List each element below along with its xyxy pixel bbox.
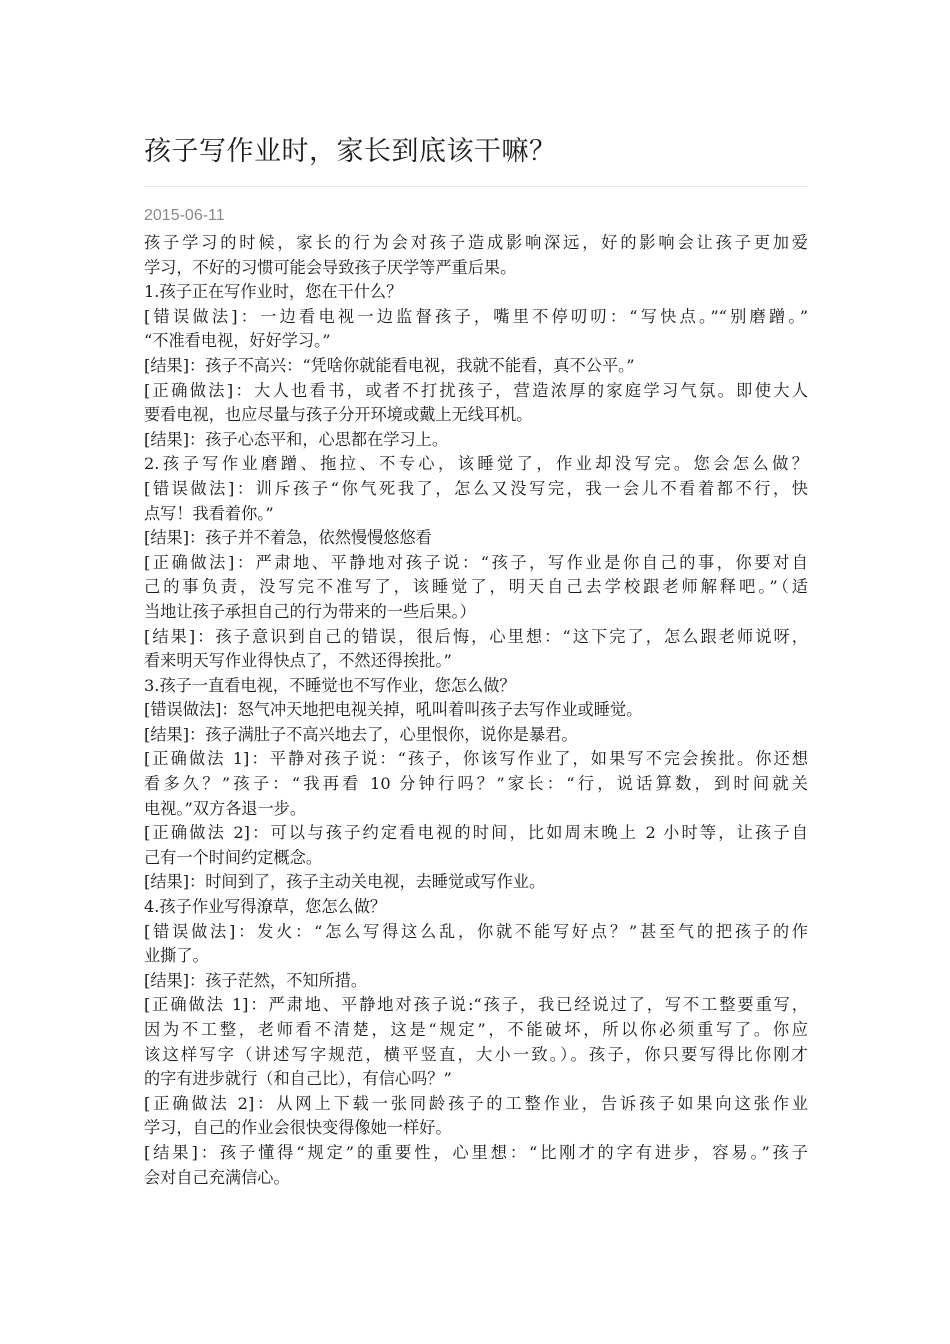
body-line: 业撕了。	[144, 946, 209, 966]
body-line: [正确做法 2]：可以与孩子约定看电视的时间，比如周末晚上 2 小时等，让孩子自	[144, 823, 808, 843]
body-line: [结果]：孩子意识到自己的错误，很后悔，心里想：“这下完了，怎么跟老师说呀，	[144, 626, 808, 646]
body-line: 学习，不好的习惯可能会导致孩子厌学等严重后果。	[144, 257, 517, 277]
body-line: [错误做法]：一边看电视一边监督孩子，嘴里不停叨叨：“写快点。”“别磨蹭。”	[144, 306, 808, 326]
body-line: [结果]：孩子并不着急，依然慢慢悠悠看	[144, 528, 432, 548]
body-line: 1.孩子正在写作业时，您在干什么？	[144, 282, 403, 302]
body-line: 4.孩子作业写得潦草，您怎么做？	[144, 897, 387, 917]
body-line: 因为不工整，老师看不清楚，这是“规定”，不能破坏，所以你必须重写了。你应	[144, 1020, 808, 1039]
body-line: [错误做法]：训斥孩子“你气死我了，怎么又没写完，我一会儿不看着都不行，快	[144, 478, 808, 498]
body-line: 的字有进步就行（和自己比），有信心吗？”	[144, 1069, 452, 1089]
body-line: 当地让孩子承担自己的行为带来的一些后果。）	[144, 601, 476, 621]
body-line: [结果]：孩子满肚子不高兴地去了，心里恨你，说你是暴君。	[144, 724, 578, 744]
body-line: [正确做法 1]：严肃地、平静地对孩子说:“孩子，我已经说过了，写不工整要重写，	[144, 995, 808, 1015]
body-line: 孩子学习的时候，家长的行为会对孩子造成影响深远，好的影响会让孩子更加爱	[144, 233, 808, 252]
body-line: 学习，自己的作业会很快变得像她一样好。	[144, 1118, 452, 1138]
publish-date: 2015-06-11	[144, 207, 225, 224]
body-line: 要看电视，也应尽量与孩子分开环境或戴上无线耳机。	[144, 405, 533, 425]
body-line: [结果]：孩子懂得“规定”的重要性，心里想：“比刚才的字有进步，容易。”孩子	[144, 1142, 808, 1162]
body-line: [正确做法]：大人也看书，或者不打扰孩子，营造浓厚的家庭学习气氛。即使大人	[144, 380, 808, 400]
body-line: 点写！我看着你。”	[144, 503, 274, 523]
body-line: 看多久？”孩子：“我再看 10 分钟行吗？”家长：“行，说话算数，到时间就关	[144, 774, 808, 794]
body-line: 2.孩子写作业磨蹭、拖拉、不专心，该睡觉了，作业却没写完。您会怎么做？	[144, 454, 808, 474]
body-line: “不准看电视，好好学习。”	[144, 331, 331, 351]
body-line: [错误做法]：发火：“怎么写得这么乱，你就不能写好点？”甚至气的把孩子的作	[144, 921, 808, 941]
body-line: [结果]：孩子心态平和，心思都在学习上。	[144, 429, 449, 449]
body-line: [正确做法]：严肃地、平静地对孩子说：“孩子，写作业是你自己的事，你要对自	[144, 552, 808, 572]
body-line: 电视。”双方各退一步。	[144, 798, 307, 818]
article-title: 孩子写作业时，家长到底该干嘛？	[144, 136, 557, 167]
body-line: 该这样写字（讲述写字规范，横平竖直，大小一致。）。孩子，你只要写得比你刚才	[144, 1044, 808, 1064]
body-line: [结果]：时间到了，孩子主动关电视，去睡觉或写作业。	[144, 872, 546, 892]
body-line: 己的事负责，没写完不准写了，该睡觉了，明天自己去学校跟老师解释吧。”（适	[144, 577, 808, 597]
body-line: 己有一个时间约定概念。	[144, 847, 323, 867]
body-line: [结果]：孩子不高兴：“凭啥你就能看电视，我就不能看，真不公平。”	[144, 355, 635, 375]
article-body	[144, 231, 808, 1190]
body-line: [正确做法 2]：从网上下载一张同龄孩子的工整作业，告诉孩子如果向这张作业	[144, 1093, 808, 1113]
body-line: 看来明天写作业得快点了，不然还得挨批。”	[144, 651, 452, 671]
body-line: 会对自己充满信心。	[144, 1167, 290, 1187]
title-divider	[144, 186, 808, 187]
body-line: 3.孩子一直看电视，不睡觉也不写作业，您怎么做？	[144, 675, 516, 695]
body-line: [错误做法]：怒气冲天地把电视关掉，吼叫着叫孩子去写作业或睡觉。	[144, 700, 643, 720]
body-line: [正确做法 1]：平静对孩子说：“孩子，你该写作业了，如果写不完会挨批。你还想	[144, 749, 808, 769]
body-line: [结果]：孩子茫然，不知所措。	[144, 970, 368, 990]
